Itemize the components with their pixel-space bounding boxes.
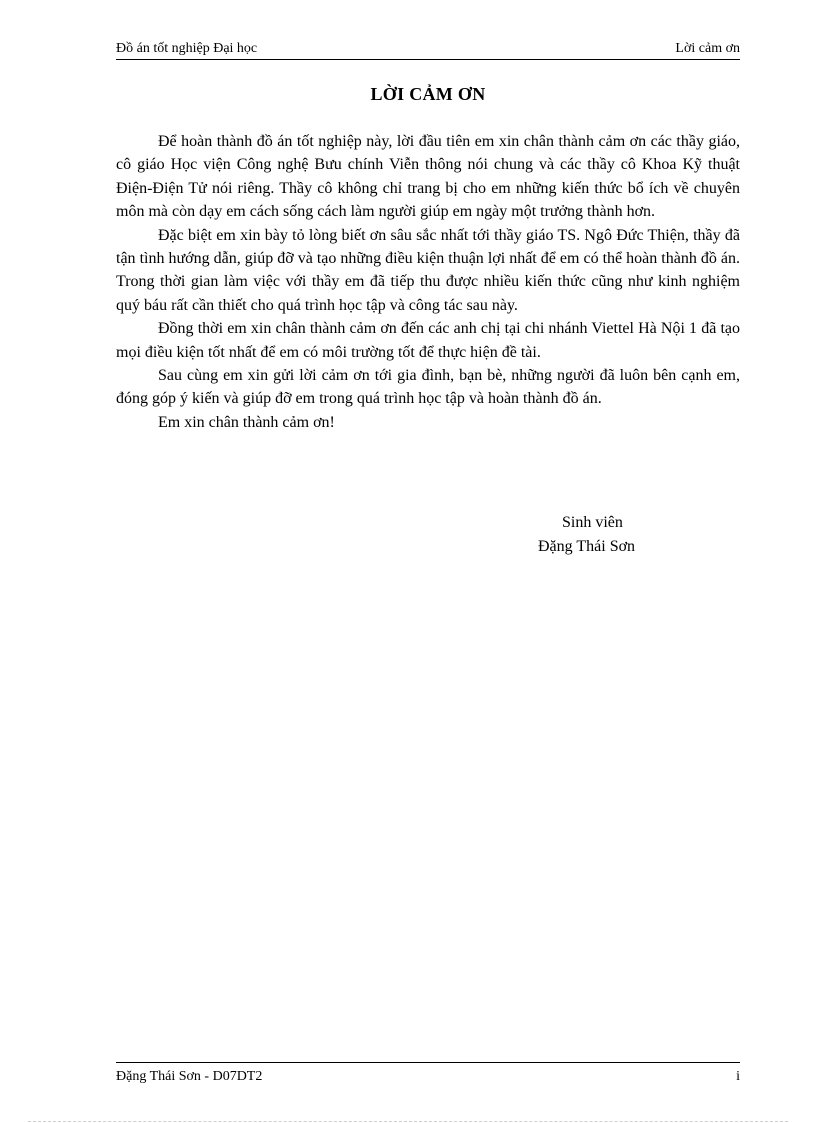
- paragraph: Đặc biệt em xin bày tỏ lòng biết ơn sâu sắc nhất tới thầy giáo TS. Ngô Đức Thiện, thầy đã tận tình hướng dẫn, giúp đỡ và tạo những điều kiện thuận lợi nhất để em có thể hoàn thành đồ án. Trong thời gian làm việc với thầy em đã tiếp thu được nhiều kiến thức cũng như kinh nghiệm quý báu rất cần thiết cho quá trình học tập và công tác sau này.: [116, 226, 740, 314]
- paragraph: Sau cùng em xin gửi lời cảm ơn tới gia đình, bạn bè, những người đã luôn bên cạnh em, đóng góp ý kiến và giúp đỡ em trong quá trình học tập và hoàn thành đồ án.: [116, 367, 740, 408]
- page-title: LỜI CẢM ƠN: [370, 84, 486, 104]
- paragraph: Để hoàn thành đồ án tốt nghiệp này, lời đầu tiên em xin chân thành cảm ơn các thầy giáo, cô giáo Học viện Công nghệ Bưu chính Viễn thông nói chung và các thầy cô Khoa Kỹ thuật Điện-Điện Tử nói riêng. Thầy cô không chỉ trang bị cho em những kiến thức bổ ích về chuyên môn mà còn dạy em cách sống cách làm người giúp em ngày một trưởng thành hơn.: [116, 133, 740, 221]
- acknowledgement-body: [116, 130, 740, 434]
- footer-author: Đặng Thái Sơn - D07DT2: [116, 1069, 263, 1084]
- footer-page-number: i: [736, 1069, 740, 1084]
- header-document-type: Đồ án tốt nghiệp Đại học: [116, 41, 258, 56]
- paragraph: Đồng thời em xin chân thành cảm ơn đến các anh chị tại chi nhánh Viettel Hà Nội 1 đã tạo mọi điều kiện tốt nhất để em có môi trường tốt để thực hiện đề tài.: [116, 320, 740, 361]
- header-section-name: Lời cảm ơn: [675, 41, 740, 56]
- page-footer: [116, 1062, 740, 1089]
- signature-name: Đặng Thái Sơn: [538, 538, 636, 555]
- paragraph: Em xin chân thành cảm ơn!: [158, 413, 335, 431]
- page-edge-divider: [28, 1121, 788, 1122]
- signature-block: [538, 511, 635, 559]
- signature-role: Sinh viên: [562, 514, 623, 531]
- page-header: [116, 39, 740, 60]
